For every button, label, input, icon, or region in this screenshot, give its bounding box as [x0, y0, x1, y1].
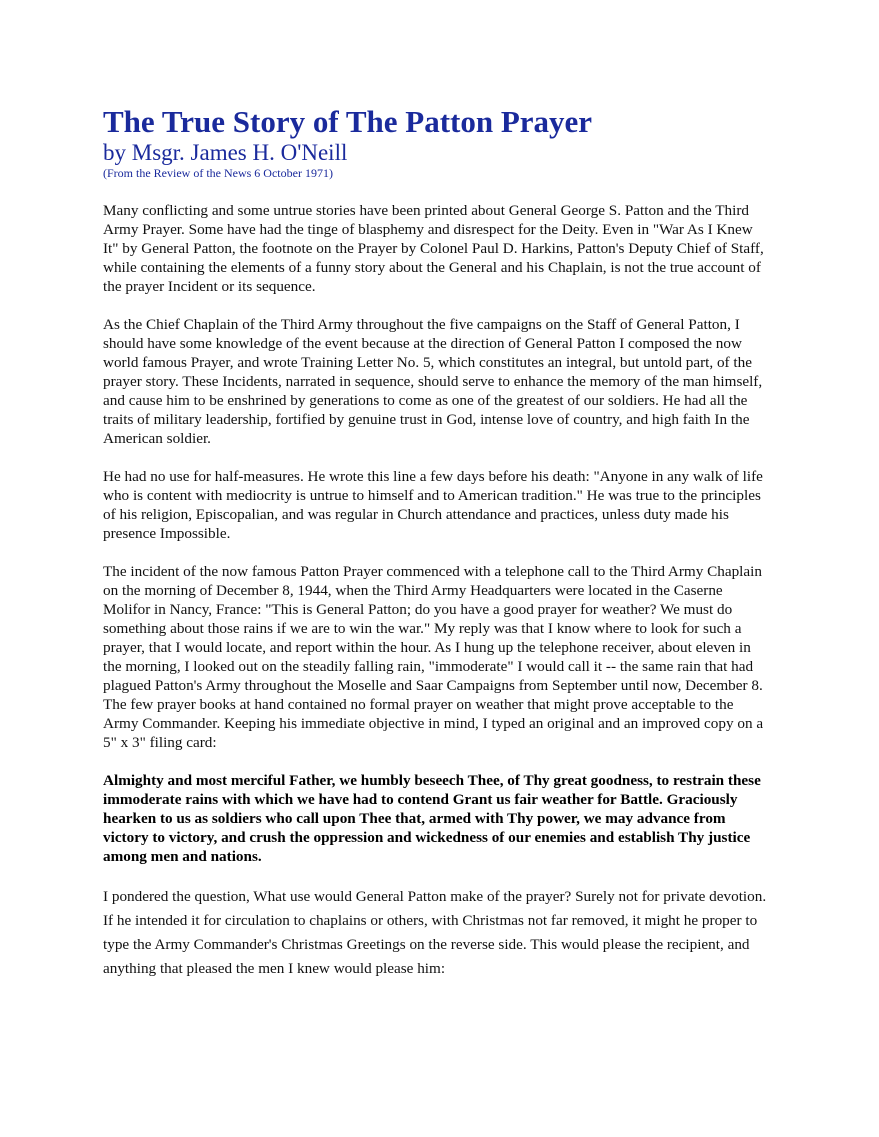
body-paragraph-4: The incident of the now famous Patton Prayer commenced with a telephone call to the Third Army Chaplain on the morning of December 8, 1944, when the Third Army Headquarters were located in the Caserne Molifor in Nancy, France: "This is General Patton; do you have a good prayer for weather? We must do something about those rains if we are to win the war." My reply was that I know where to look for such a prayer, that I would locate, and report within the hour. As I hung up the telephone receiver, about eleven in the morning, I looked out on the steadily falling rain, "immoderate" I would call it -- the same rain that had plagued Patton's Army throughout the Moselle and Saar Campaigns from September until now, December 8. The few prayer books at hand contained no formal prayer on weather that might prove acceptable to the Army Commander. Keeping his immediate objective in mind, I typed an original and an improved copy on a 5" x 3" filing card: [103, 563, 764, 751]
author-byline: by Msgr. James H. O'Neill [103, 140, 348, 165]
source-note: (From the Review of the News 6 October 1971) [103, 166, 333, 180]
closing-paragraph: I pondered the question, What use would General Patton make of the prayer? Surely not for private devotion. If he intended it for circulation to chaplains or others, with Christmas not far removed, it might he proper to type the Army Commander's Christmas Greetings on the reverse side. This would please the recipient, and anything that pleased the men I knew would please him: [103, 888, 767, 977]
document-title: The True Story of The Patton Prayer [103, 104, 593, 139]
body-paragraph-3: He had no use for half-measures. He wrote this line a few days before his death: "Anyone in any walk of life who is content with mediocrity is untrue to himself and to American tradition." He was true to the principles of his religion, Episcopalian, and was regular in Church attendance and practices, unless duty made his presence Impossible. [103, 468, 763, 542]
body-paragraph-1: Many conflicting and some untrue stories have been printed about General George S. Patton and the Third Army Prayer. Some have had the tinge of blasphemy and disrespect for the Deity. Even in "War As I Knew It" by General Patton, the footnote on the Prayer by Colonel Paul D. Harkins, Patton's Deputy Chief of Staff, while containing the elements of a funny story about the General and his Chaplain, is not the true account of the prayer Incident or its sequence. [103, 202, 764, 295]
document-page [103, 104, 771, 981]
prayer-text: Almighty and most merciful Father, we humbly beseech Thee, of Thy great goodness, to restrain these immoderate rains with which we have had to contend Grant us fair weather for Battle. Graciously hearken to us as soldiers who call upon Thee that, armed with Thy power, we may advance from victory to victory, and crush the oppression and wickedness of our enemies and establish Thy justice among men and nations. [103, 772, 761, 865]
body-paragraph-2: As the Chief Chaplain of the Third Army throughout the five campaigns on the Staff of General Patton, I should have some knowledge of the event because at the direction of General Patton I composed the now world famous Prayer, and wrote Training Letter No. 5, which constitutes an integral, but untold part, of the prayer story. These Incidents, narrated in sequence, should serve to enhance the memory of the man himself, and cause him to be enshrined by generations to come as one of the greatest of our soldiers. He had all the traits of military leadership, fortified by genuine trust in God, intense love of country, and high faith In the American soldier. [103, 316, 763, 447]
